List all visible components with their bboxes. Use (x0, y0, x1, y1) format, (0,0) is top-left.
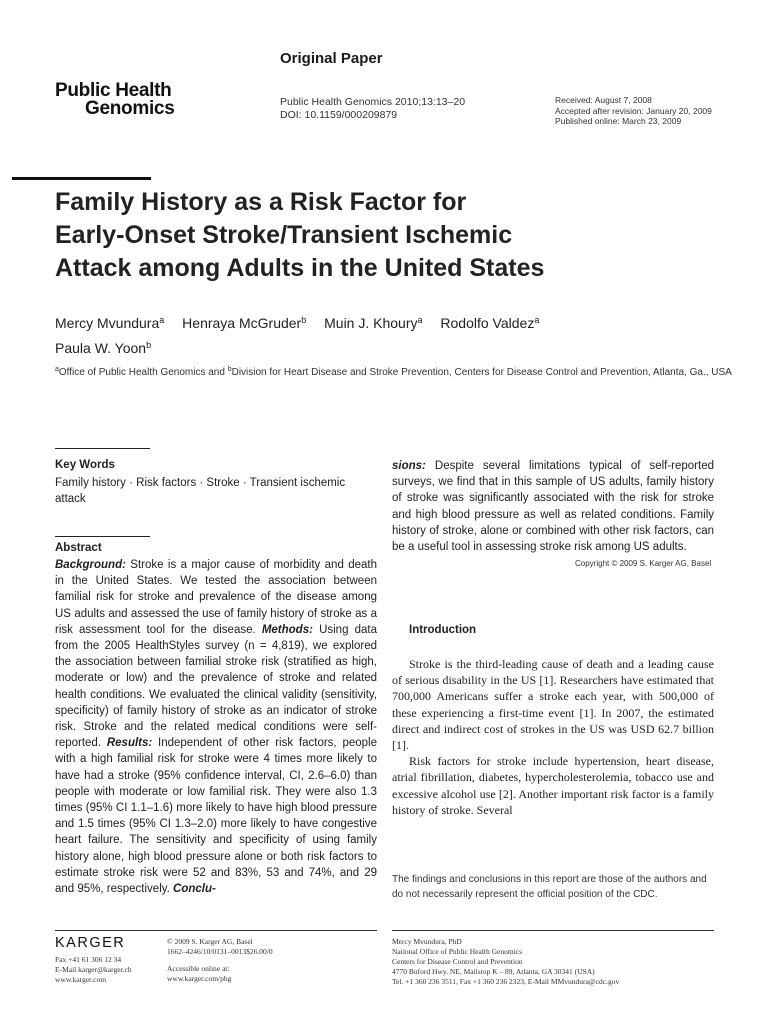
footer-rule-left (55, 930, 377, 931)
publisher-fax: Fax +41 61 306 12 34 (55, 955, 122, 964)
title-line-2: Early-Onset Stroke/Transient Ischemic (55, 221, 513, 249)
received-date: Received: August 7, 2008 (555, 95, 652, 105)
abstract-copyright: Copyright © 2009 S. Karger AG, Basel (575, 559, 712, 568)
introduction-body (392, 656, 714, 818)
abstract-body-continued: sions: Despite several limitations typical of self-reported surveys, we find that in this sample of US adults, family history of stroke was significantly associated with the risk for stroke and high blood pressure as well as related conditions. Family history of stroke, alone or combined with other risk factors, can be a useful tool in assessing stroke risk among US adults. (392, 460, 714, 554)
corr-office: National Office of Public Health Genomics (392, 947, 523, 956)
journal-logo (55, 82, 174, 118)
citation-block (280, 96, 465, 122)
journal-citation: Public Health Genomics 2010;13:13–20 (280, 96, 466, 108)
affiliations: $^a$Office of Public Health Genomics and $^b$Division for Heart Disease and Stroke Prevention, Centers for Disease Control and Prevention, Atlanta, Ga., USA (55, 366, 732, 378)
author: Paula W. Yoon$^b$ (55, 340, 152, 356)
keywords-heading: Key Words (55, 459, 115, 471)
author: Rodolfo Valdez$^a$ (440, 315, 540, 331)
issn: 1662–4246/10/0131–0013$26.00/0 (167, 947, 273, 956)
abstract-body: Background: Stroke is a major cause of morbidity and death in the United States. We tested the association between familial risk for stroke and prevalence of the disease among US adults and assessed the use of family history of stroke as a risk assessment tool for the disease. Methods: Using data from the 2005 HealthStyles survey (n = 4,819), we explored the association between familial stroke risk (stratified as high, moderate or low) and the prevalence of stroke and related health conditions. We evaluated the clinical validity (sensitivity, specificity) of family history of stroke as an indicator of stroke risk. Stroke and the related medical conditions were self-reported. Results: Independent of other risk factors, people with a high familial risk for stroke were 4 times more likely to have had a stroke (95% confidence interval, CI, 2.6–6.0) than people with moderate or low familial risk. They were also 1.3 times (95% CI 1.1–1.6) more likely to have high blood pressure and 1.5 times (95% CI 1.3–2.0) more likely to have congestive heart failure. The sensitivity and specificity of using family history alone, high blood pressure alone or both risk factors to estimate stroke risk were 52 and 83%, 53 and 74%, and 29 and 95%, respectively. Conclu- (55, 559, 377, 896)
corr-contact[interactable]: Tel. +1 360 236 3511, Fax +1 360 236 2323, E-Mail MMvundura@cdc.gov (392, 977, 620, 986)
footer-copyright: © 2009 S. Karger AG, Basel (167, 937, 253, 946)
access-label: Accessible online at: (167, 964, 230, 973)
journal-logo-line1: Public Health (55, 80, 172, 101)
corr-address: 4770 Buford Hwy. NE, Mailstop K – 89, Atlanta, GA 30341 (USA) (392, 967, 595, 976)
publication-info (167, 937, 273, 984)
disclaimer: The findings and conclusions in this report are those of the authors and do not necessarily represent the official position of the CDC. (392, 874, 707, 900)
accepted-date: Accepted after revision: January 20, 2009 (555, 105, 712, 116)
publisher-email[interactable]: E-Mail karger@karger.ch (55, 965, 132, 974)
author: Muin J. Khoury$^a$ (324, 315, 423, 331)
author-list (55, 309, 745, 359)
published-date: Published online: March 23, 2009 (555, 116, 682, 126)
intro-paragraph-2: Risk factors for stroke include hypertension, heart disease, atrial fibrillation, diabetes, hypercholesterolemia, tobacco use and excessive alcohol use [2]. Another important risk factor is a family history of stroke. Several (392, 754, 714, 817)
corr-name: Mercy Mvundura, PhD (392, 937, 462, 946)
publisher-web[interactable]: www.karger.com (55, 975, 107, 984)
introduction-heading: Introduction (409, 624, 477, 636)
journal-logo-line2: Genomics (85, 98, 175, 119)
title-line-3: Attack among Adults in the United States (55, 254, 545, 282)
intro-paragraph-1: Stroke is the third-leading cause of death and a leading cause of serious disability in the US [1]. Researchers have estimated that 700,000 Americans suffer a stroke each year, with 500,000 of these experiencing a first-time event [1]. In 2007, the estimated direct and indirect cost of strokes in the US was USD 62.7 billion [1]. (392, 657, 714, 753)
publisher-contact (55, 955, 132, 985)
publication-dates (555, 95, 712, 127)
author: Mercy Mvundura$^a$ (55, 315, 165, 331)
author: Henraya McGruder$^b$ (182, 315, 307, 331)
publisher-logo: KARGER (55, 935, 126, 951)
section-label: Original Paper (280, 50, 383, 67)
article-title (55, 186, 745, 285)
title-rule (12, 177, 151, 180)
abstract-heading: Abstract (55, 542, 102, 554)
abstract-rule (55, 536, 150, 537)
footer-rule-right (392, 930, 714, 931)
keywords-text: Family history · Risk factors · Stroke · Transient ischemic attack (55, 477, 346, 505)
title-line-1: Family History as a Risk Factor for (55, 188, 467, 216)
correspondence (392, 937, 619, 987)
keywords-rule (55, 448, 150, 449)
corr-centers: Centers for Disease Control and Prevention (392, 957, 523, 966)
access-url[interactable]: www.karger.com/phg (167, 974, 232, 983)
doi[interactable]: DOI: 10.1159/000209879 (280, 109, 398, 121)
